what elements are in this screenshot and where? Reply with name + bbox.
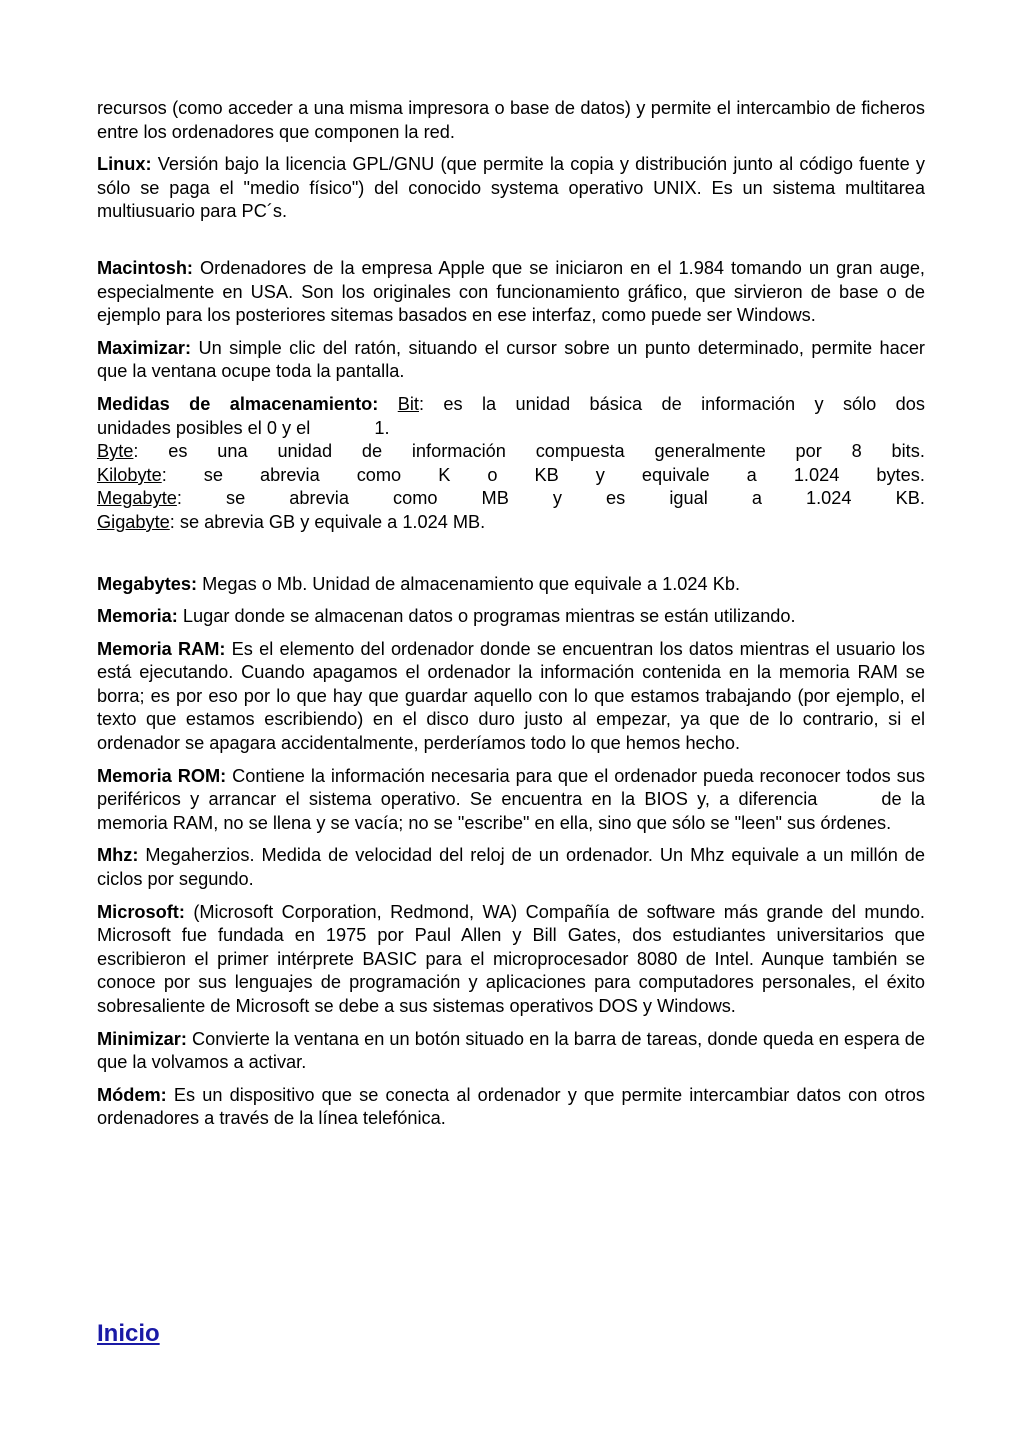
term-memoria: Memoria:	[97, 606, 178, 627]
byte-line	[97, 440, 925, 464]
definition-mhz: Megaherzios. Medida de velocidad del reloj de un ordenador. Un Mhz equivale a un millón de ciclos por segundo.	[97, 845, 925, 890]
definition-maximizar: Un simple clic del ratón, situando el cursor sobre un punto determinado, permite hacer que la ventana ocupe toda la pantalla.	[97, 337, 925, 382]
kilobyte-line	[97, 464, 925, 488]
kilobyte-word: Kilobyte	[97, 464, 162, 485]
mb-word-10: KB.	[895, 488, 925, 509]
byte-word-10: bits.	[891, 441, 925, 462]
bit-definition-end: 1.	[374, 417, 390, 438]
byte-word-0: :	[133, 441, 139, 462]
entry-microsoft	[97, 901, 925, 1019]
term-memoria-rom: Memoria ROM:	[97, 765, 227, 786]
entry-macintosh	[97, 257, 925, 328]
definition-linux: Versión bajo la licencia GPL/GNU (que permite la copia y distribución junto al código fuente y sólo se paga el "medio físico") del conocido systema operativo UNIX. Es un sistema multitarea multiusuario para PC´s.	[97, 154, 925, 222]
mb-word-0: :	[176, 488, 182, 509]
entry-memoria-rom	[97, 765, 925, 836]
term-microsoft: Microsoft:	[97, 901, 185, 922]
definition-memoria-rom-a: Contiene la información necesaria para que el ordenador pueda reconocer todos sus periféricos y arrancar el sistema operativo. Se encuentra en la BIOS y, a diferencia	[97, 765, 925, 810]
mb-word-6: es	[606, 488, 626, 509]
entry-medidas	[97, 393, 925, 535]
mb-word-7: igual	[669, 488, 708, 509]
term-modem: Módem:	[97, 1084, 167, 1105]
document-page	[97, 97, 925, 1140]
gigabyte-word: Gigabyte	[97, 511, 170, 532]
entry-memoria-ram	[97, 638, 925, 756]
byte-word-5: información	[411, 441, 506, 462]
entry-megabytes	[97, 573, 925, 597]
byte-word-4: de	[361, 441, 383, 462]
bit-word: Bit	[397, 393, 419, 414]
mb-word-9: 1.024	[806, 488, 852, 509]
mb-word-4: MB	[481, 488, 509, 509]
kb-word-6: KB	[534, 464, 559, 485]
mb-word-1: se	[226, 488, 246, 509]
megabyte-line	[97, 487, 925, 511]
kb-word-7: y	[595, 464, 605, 485]
byte-word-3: unidad	[277, 441, 333, 462]
term-minimizar: Minimizar:	[97, 1028, 187, 1049]
term-maximizar: Maximizar:	[97, 337, 192, 358]
byte-word-9: 8	[851, 441, 862, 462]
mb-word-2: abrevia	[289, 488, 349, 509]
kb-word-5: o	[487, 464, 498, 485]
mb-word-3: como	[393, 488, 438, 509]
kb-word-4: K	[438, 464, 451, 485]
kb-word-0: :	[161, 464, 167, 485]
definition-microsoft: (Microsoft Corporation, Redmond, WA) Compañía de software más grande del mundo. Microsoft fue fundada en 1975 por Paul Allen y Bill Gates, dos estudiantes universitarios que escribieron el primer intérprete BASIC para el microprocesador 8080 de Intel. Aunque también se conoce por sus lenguajes de programación y aplicaciones para computadores personales, el éxito sobresaliente de Microsoft se debe a sus sistemas operativos DOS y Windows.	[97, 901, 925, 1016]
kb-word-9: a	[746, 464, 757, 485]
byte-word-7: generalmente	[654, 441, 766, 462]
gigabyte-line	[97, 511, 925, 535]
byte-word-8: por	[795, 441, 822, 462]
mb-word-8: a	[751, 488, 762, 509]
term-medidas: Medidas de almacenamiento:	[97, 393, 379, 414]
term-linux: Linux:	[97, 154, 152, 175]
entry-linux	[97, 153, 925, 224]
definition-memoria-rom-b: de la memoria RAM, no se llena y se vacía; no se "escribe" en ella, sino que sólo se "leen" sus órdenes.	[97, 789, 925, 833]
entry-mhz	[97, 844, 925, 891]
kb-word-1: se	[203, 464, 224, 485]
kb-word-11: bytes.	[876, 464, 925, 485]
entry-modem	[97, 1084, 925, 1131]
medidas-line-1	[97, 393, 925, 417]
definition-modem: Es un dispositivo que se conecta al ordenador y que permite intercambiar datos con otros ordenadores a través de la línea telefónica.	[97, 1084, 925, 1129]
bit-definition-cont: unidades posibles el 0 y el	[97, 417, 311, 438]
entry-maximizar	[97, 337, 925, 384]
bit-definition: : es la unidad básica de información y sólo dos	[418, 393, 926, 414]
term-megabytes: Megabytes:	[97, 573, 198, 594]
definition-memoria-ram: Es el elemento del ordenador donde se encuentran los datos mientras el usuario los está ejecutando. Cuando apagamos el ordenador la información contenida en la memoria RAM se borra; es por eso por lo que hay que guardar aquello con lo que estamos trabajando (por ejemplo, el texto que estamos escribiendo) en el disco duro justo al empezar, ya que de lo contrario, si el ordenador se apagara accidentalmente, perderíamos todo lo que hemos hecho.	[97, 638, 925, 754]
byte-word: Byte	[97, 441, 134, 462]
definition-megabytes: Megas o Mb. Unidad de almacenamiento que equivale a 1.024 Kb.	[197, 573, 741, 594]
byte-word-2: una	[217, 441, 248, 462]
byte-word-6: compuesta	[535, 441, 625, 462]
entry-memoria	[97, 605, 925, 629]
kb-word-3: como	[356, 464, 402, 485]
term-mhz: Mhz:	[97, 845, 139, 866]
byte-word-1: es	[168, 441, 188, 462]
entry-minimizar	[97, 1028, 925, 1075]
kb-word-8: equivale	[641, 464, 710, 485]
inicio-link[interactable]: Inicio	[97, 1320, 160, 1347]
megabyte-word: Megabyte	[97, 488, 177, 509]
definition-macintosh: Ordenadores de la empresa Apple que se iniciaron en el 1.984 tomando un gran auge, especialmente en USA. Son los originales con funcionamiento gráfico, que sirvieron de base o de ejemplo para los posteriores sitemas basados en ese interfaz, como puede ser Windows.	[97, 257, 925, 326]
term-macintosh: Macintosh:	[97, 257, 193, 278]
gigabyte-definition: : se abrevia GB y equivale a 1.024 MB.	[169, 511, 486, 532]
term-memoria-ram: Memoria RAM:	[97, 638, 226, 659]
definition-memoria: Lugar donde se almacenan datos o programas mientras se están utilizando.	[177, 606, 796, 627]
kb-word-2: abrevia	[260, 464, 320, 485]
mb-word-5: y	[552, 488, 562, 509]
kb-word-10: 1.024	[793, 464, 840, 485]
intro-paragraph: recursos (como acceder a una misma impresora o base de datos) y permite el intercambio de ficheros entre los ordenadores que componen la red.	[97, 98, 925, 142]
medidas-line-2	[97, 417, 925, 441]
definition-minimizar: Convierte la ventana en un botón situado en la barra de tareas, donde queda en espera de que la volvamos a activar.	[97, 1028, 925, 1073]
